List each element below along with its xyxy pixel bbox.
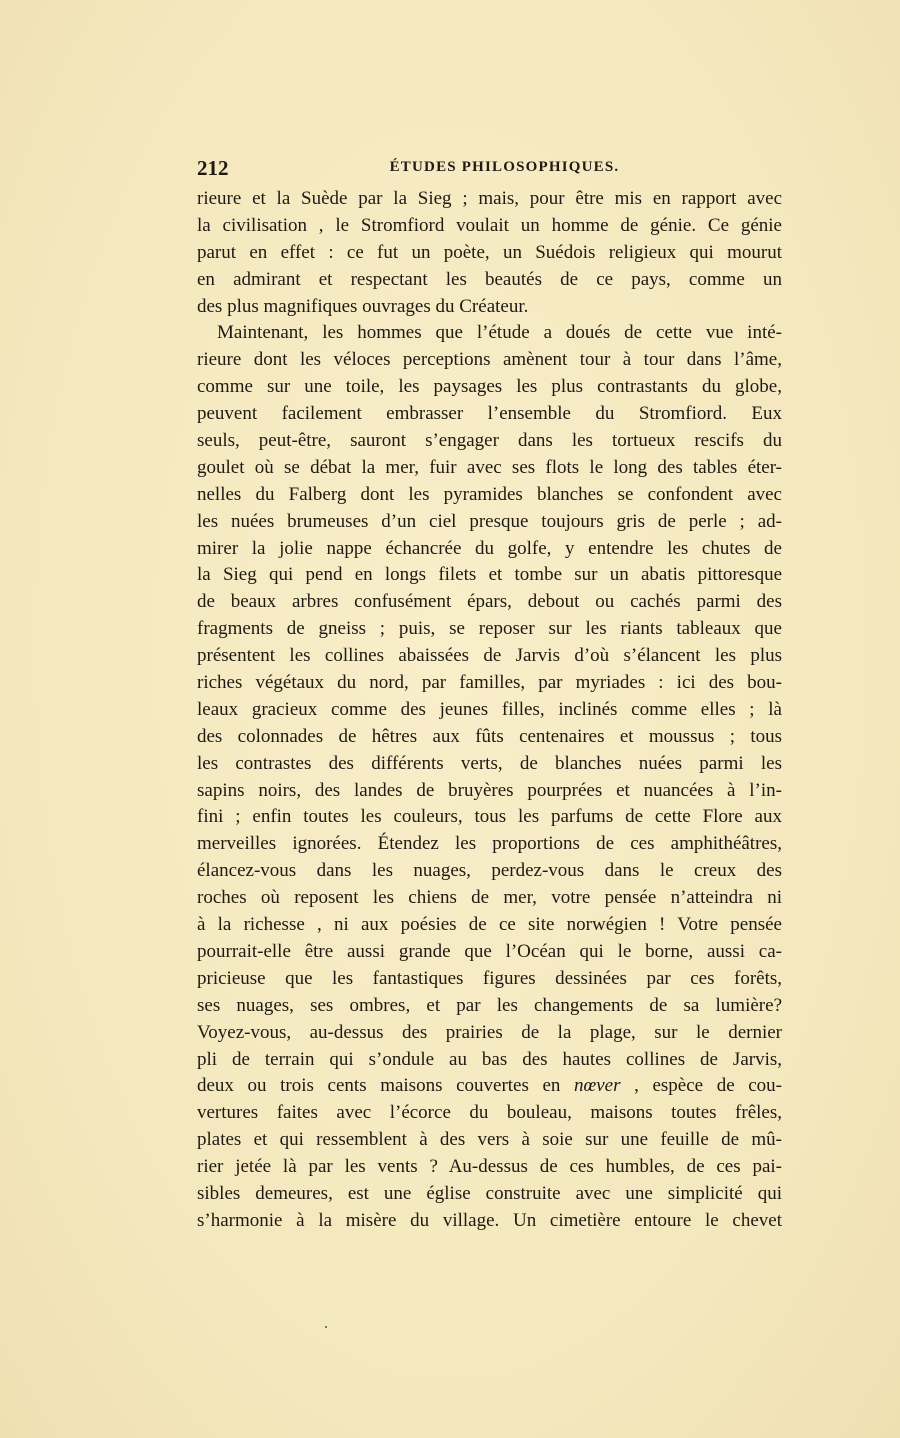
text-line: rier jetée là par les vents ? Au-dessus de ces humbles, de ces pai- (197, 1156, 782, 1178)
body-text (197, 186, 782, 1235)
text-line: rieure et la Suède par la Sieg ; mais, pour être mis en rapport avec (197, 188, 782, 209)
text-line: Voyez-vous, au-dessus des prairies de la plage, sur le dernier (197, 1021, 782, 1043)
text-line: ses nuages, ses ombres, et par les changements de sa lumière? (197, 994, 782, 1016)
speck (325, 1326, 327, 1328)
text-line: Maintenant, les hommes que l’étude a doués de cette vue inté- (217, 322, 782, 344)
text-line: plates et qui ressemblent à des vers à soie sur une feuille de mû- (197, 1129, 782, 1151)
running-title: ÉTUDES PHILOSOPHIQUES. (389, 159, 620, 175)
text-line: à la richesse , ni aux poésies de ce site norwégien ! Votre pensée (197, 914, 782, 936)
text-line: sapins noirs, des landes de bruyères pourprées et nuancées à l’in- (197, 779, 782, 801)
page-number: 212 (197, 156, 229, 180)
text-line: rieure dont les véloces perceptions amènent tour à tour dans l’âme, (197, 349, 782, 371)
text-line: la civilisation , le Stromfiord voulait un homme de génie. Ce génie (197, 214, 782, 236)
line-segment-before: deux ou trois cents maisons couvertes en (197, 1075, 575, 1097)
line-segment-after: , espèce de cou- (620, 1075, 782, 1097)
text-line: goulet où se débat la mer, fuir avec ses flots le long des tables éter- (197, 456, 782, 478)
text-line: merveilles ignorées. Étendez les proportions de ces amphithéâtres, (197, 833, 782, 855)
text-line: sibles demeures, est une église construite avec une simplicité qui (197, 1182, 782, 1204)
text-line: riches végétaux du nord, par familles, par myriades : ici des bou- (197, 672, 782, 694)
text-line: élancez-vous dans les nuages, perdez-vous dans le creux des (197, 860, 782, 882)
text-line: nelles du Falberg dont les pyramides blanches se confondent avec (197, 483, 782, 505)
text-line: la Sieg qui pend en longs filets et tombe sur un abatis pittoresque (197, 564, 782, 586)
text-line: de beaux arbres confusément épars, debout ou cachés parmi des (197, 591, 782, 613)
text-line: fragments de gneiss ; puis, se reposer sur les riants tableaux que (197, 618, 782, 640)
text-line: les contrastes des différents verts, de blanches nuées parmi les (197, 752, 782, 774)
text-line: fini ; enfin toutes les couleurs, tous les parfums de cette Flore aux (197, 806, 782, 828)
text-line: leaux gracieux comme des jeunes filles, inclinés comme elles ; là (197, 698, 782, 720)
text-line: des plus magnifiques ouvrages du Créateur. (197, 295, 529, 317)
text-line: pli de terrain qui s’ondule au bas des hautes collines de Jarvis, (197, 1048, 782, 1070)
text-line: roches où reposent les chiens de mer, votre pensée n’atteindra ni (197, 887, 782, 909)
text-line: les nuées brumeuses d’un ciel presque toujours gris de perle ; ad- (197, 510, 782, 532)
text-line: pourrait-elle être aussi grande que l’Océan qui le borne, aussi ca- (197, 940, 782, 962)
text-line: vertures faites avec l’écorce du bouleau, maisons toutes frêles, (197, 1102, 782, 1124)
text-line: peuvent facilement embrasser l’ensemble du Stromfiord. Eux (197, 403, 782, 425)
text-line: présentent les collines abaissées de Jarvis d’où s’élancent les plus (197, 645, 782, 667)
text-line: des colonnades de hêtres aux fûts centenaires et moussus ; tous (197, 725, 782, 747)
text-line: s’harmonie à la misère du village. Un cimetière entoure le chevet (197, 1209, 782, 1231)
text-line: seuls, peut-être, sauront s’engager dans les tortueux rescifs du (197, 430, 782, 452)
text-line: mirer la jolie nappe échancrée du golfe, y entendre les chutes de (197, 537, 782, 559)
text-line: en admirant et respectant les beautés de ce pays, comme un (197, 268, 782, 290)
text-line (197, 1073, 782, 1100)
line-segment-italic: nœver (574, 1075, 621, 1097)
text-line: parut en effet : ce fut un poète, un Suédois religieux qui mourut (197, 241, 782, 263)
text-line: pricieuse que les fantastiques figures dessinées par ces forêts, (197, 967, 782, 989)
page-header (197, 156, 782, 184)
text-line: comme sur une toile, les paysages les plus contrastants du globe, (197, 376, 782, 398)
